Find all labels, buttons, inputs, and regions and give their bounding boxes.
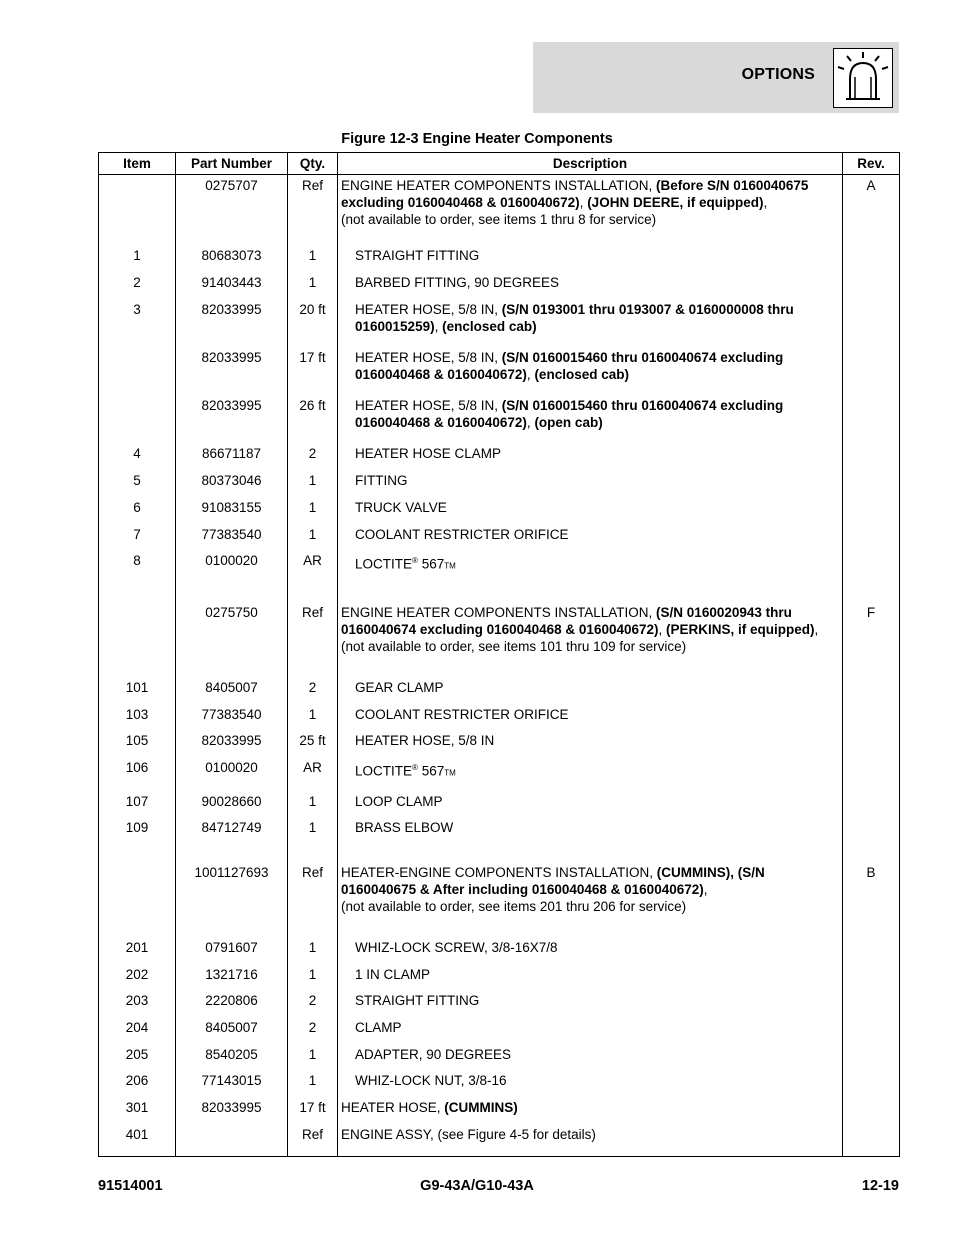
description-cell <box>338 272 843 299</box>
table-row <box>99 550 900 584</box>
item-cell: 109 <box>99 817 176 844</box>
table-row <box>99 757 900 791</box>
table-row <box>99 524 900 551</box>
qty-cell: 2 <box>288 1017 338 1044</box>
beacon-light-icon <box>833 48 893 108</box>
rev-cell <box>843 347 900 395</box>
figure-title: Figure 12-3 Engine Heater Components <box>341 131 613 147</box>
part-number-cell: 0275750 <box>176 584 288 677</box>
description-text: , <box>814 622 819 637</box>
rev-cell <box>843 272 900 299</box>
description-text: , <box>526 366 535 382</box>
description-text: HEATER-ENGINE COMPONENTS INSTALLATION, <box>341 865 657 881</box>
item-cell: 103 <box>99 704 176 731</box>
description-text: , <box>658 622 667 637</box>
table-row <box>99 677 900 704</box>
description-text: (S/N 0160015460 thru 0160040674 excluding 0160040468 & 0160040672) <box>355 398 784 431</box>
rev-cell <box>843 704 900 731</box>
part-number-cell: 82033995 <box>176 395 288 443</box>
qty-cell: 20 ft <box>288 299 338 347</box>
item-cell <box>99 395 176 443</box>
part-number-cell: 80373046 <box>176 470 288 497</box>
part-number-cell: 1321716 <box>176 964 288 991</box>
item-cell: 7 <box>99 524 176 551</box>
description-cell <box>338 299 843 347</box>
section-label: OPTIONS <box>741 66 815 83</box>
description-text: LOCTITE <box>355 763 413 779</box>
table-row <box>99 272 900 299</box>
qty-cell: 1 <box>288 497 338 524</box>
item-cell: 202 <box>99 964 176 991</box>
table-header-row <box>99 153 900 175</box>
item-cell: 204 <box>99 1017 176 1044</box>
description-cell <box>338 1070 843 1097</box>
qty-cell: Ref <box>288 175 338 246</box>
item-cell <box>99 347 176 395</box>
description-cell <box>338 497 843 524</box>
rev-cell <box>843 245 900 272</box>
qty-cell: 1 <box>288 937 338 964</box>
description-text: (S/N 0160020943 thru 0160040674 excluding 0160040468 & 0160040672) <box>341 605 792 637</box>
description-text: (S/N 0193001 thru 0193007 & 0160000008 thru 0160015259) <box>355 301 794 334</box>
description-text: BRASS ELBOW <box>355 820 454 836</box>
description-text: (open cab) <box>534 415 603 431</box>
qty-cell: 1 <box>288 791 338 818</box>
description-text: ENGINE HEATER COMPONENTS INSTALLATION, <box>341 178 657 193</box>
rev-cell <box>843 395 900 443</box>
description-text: LOCTITE <box>355 556 413 572</box>
description-cell <box>338 730 843 757</box>
rev-cell <box>843 964 900 991</box>
column-header-item: Item <box>99 153 176 175</box>
description-text: STRAIGHT FITTING <box>355 993 480 1009</box>
part-number-cell: 80683073 <box>176 245 288 272</box>
rev-cell: F <box>843 584 900 677</box>
part-number-cell: 82033995 <box>176 1097 288 1124</box>
description-cell <box>338 245 843 272</box>
column-header-part-number: Part Number <box>176 153 288 175</box>
description-cell <box>338 584 843 677</box>
description-text: BARBED FITTING, 90 DEGREES <box>355 274 560 290</box>
empty-cell <box>99 1151 176 1157</box>
description-cell <box>338 1124 843 1151</box>
description-cell <box>338 817 843 844</box>
item-cell: 203 <box>99 990 176 1017</box>
table-row <box>99 299 900 347</box>
description-text: , <box>703 882 708 898</box>
item-cell: 2 <box>99 272 176 299</box>
qty-cell: 26 ft <box>288 395 338 443</box>
description-cell <box>338 677 843 704</box>
item-cell: 401 <box>99 1124 176 1151</box>
rev-cell <box>843 1124 900 1151</box>
item-cell: 1 <box>99 245 176 272</box>
table-row <box>99 245 900 272</box>
part-number-cell: 77143015 <box>176 1070 288 1097</box>
rev-cell <box>843 791 900 818</box>
part-number-cell: 0100020 <box>176 757 288 791</box>
rev-cell <box>843 1017 900 1044</box>
loctite-number: 567 <box>421 763 445 779</box>
description-cell <box>338 1097 843 1124</box>
part-number-cell: 1001127693 <box>176 844 288 937</box>
table-row <box>99 730 900 757</box>
description-text: (enclosed cab) <box>534 366 629 382</box>
table-row <box>99 470 900 497</box>
item-cell: 201 <box>99 937 176 964</box>
filler-row <box>99 1151 900 1157</box>
table-row <box>99 964 900 991</box>
item-cell <box>99 584 176 677</box>
description-cell <box>338 791 843 818</box>
description-text: , <box>526 415 535 431</box>
description-cell <box>338 470 843 497</box>
rev-cell: B <box>843 844 900 937</box>
item-cell <box>99 844 176 937</box>
qty-cell: Ref <box>288 844 338 937</box>
qty-cell: 17 ft <box>288 1097 338 1124</box>
rev-cell: A <box>843 175 900 246</box>
table-row <box>99 1097 900 1124</box>
rev-cell <box>843 677 900 704</box>
table-row <box>99 817 900 844</box>
rev-cell <box>843 1044 900 1071</box>
qty-cell: 2 <box>288 990 338 1017</box>
table-row <box>99 584 900 677</box>
qty-cell: 2 <box>288 677 338 704</box>
part-number-cell: 82033995 <box>176 347 288 395</box>
part-number-cell: 2220806 <box>176 990 288 1017</box>
description-text: HEATER HOSE, <box>341 1100 445 1116</box>
rev-cell <box>843 937 900 964</box>
qty-cell: 1 <box>288 1044 338 1071</box>
service-note: (not available to order, see items 1 thru 8 for service) <box>341 212 657 227</box>
table-row <box>99 175 900 246</box>
part-number-cell: 0100020 <box>176 550 288 584</box>
description-cell <box>338 347 843 395</box>
description-text: (Before S/N 0160040675 excluding 0160040468 & 0160040672) <box>341 178 809 210</box>
qty-cell: 2 <box>288 443 338 470</box>
rev-cell <box>843 497 900 524</box>
description-text: , <box>579 195 588 210</box>
trademark-mark: TM <box>444 768 456 778</box>
description-text: (PERKINS, if equipped) <box>666 622 815 637</box>
description-cell <box>338 757 843 791</box>
part-number-cell: 86671187 <box>176 443 288 470</box>
part-number-cell: 0791607 <box>176 937 288 964</box>
item-cell: 101 <box>99 677 176 704</box>
part-number-cell: 82033995 <box>176 730 288 757</box>
description-text: WHIZ-LOCK SCREW, 3/8-16X7/8 <box>355 939 558 955</box>
empty-cell <box>338 1151 843 1157</box>
footer-page-number: 12-19 <box>861 1178 899 1194</box>
description-cell <box>338 844 843 937</box>
description-cell <box>338 443 843 470</box>
rev-cell <box>843 470 900 497</box>
qty-cell: 1 <box>288 817 338 844</box>
service-note: (not available to order, see items 201 thru 206 for service) <box>341 899 687 915</box>
rev-cell <box>843 550 900 584</box>
description-text: COOLANT RESTRICTER ORIFICE <box>355 526 569 542</box>
description-text: HEATER HOSE, 5/8 IN, <box>355 349 502 365</box>
item-cell: 6 <box>99 497 176 524</box>
footer-doc-number: 91514001 <box>98 1178 163 1194</box>
description-text: (CUMMINS) <box>444 1100 518 1116</box>
description-text: HEATER HOSE CLAMP <box>355 446 502 462</box>
qty-cell: Ref <box>288 584 338 677</box>
table-row <box>99 844 900 937</box>
description-cell <box>338 964 843 991</box>
table-row <box>99 1044 900 1071</box>
item-cell: 107 <box>99 791 176 818</box>
description-cell <box>338 550 843 584</box>
table-row <box>99 347 900 395</box>
description-text: HEATER HOSE, 5/8 IN <box>355 733 495 749</box>
part-number-cell: 77383540 <box>176 704 288 731</box>
registered-mark: ® <box>412 762 418 772</box>
description-text: WHIZ-LOCK NUT, 3/8-16 <box>355 1073 507 1089</box>
description-cell <box>338 524 843 551</box>
part-number-cell: 8405007 <box>176 677 288 704</box>
description-cell <box>338 1044 843 1071</box>
item-cell: 205 <box>99 1044 176 1071</box>
part-number-cell: 84712749 <box>176 817 288 844</box>
table-body <box>99 175 900 1157</box>
table-row <box>99 1017 900 1044</box>
qty-cell: 25 ft <box>288 730 338 757</box>
part-number-cell: 8540205 <box>176 1044 288 1071</box>
part-number-cell: 91083155 <box>176 497 288 524</box>
trademark-mark: TM <box>444 561 456 571</box>
description-cell <box>338 395 843 443</box>
empty-cell <box>176 1151 288 1157</box>
table-row <box>99 791 900 818</box>
qty-cell: 1 <box>288 1070 338 1097</box>
rev-cell <box>843 299 900 347</box>
description-text: FITTING <box>355 473 408 489</box>
description-text: HEATER HOSE, 5/8 IN, <box>355 301 502 317</box>
service-note: (not available to order, see items 101 thru 109 for service) <box>341 639 687 654</box>
rev-cell <box>843 730 900 757</box>
table-row <box>99 443 900 470</box>
description-text: CLAMP <box>355 1020 402 1036</box>
parts-table <box>98 152 900 1157</box>
rev-cell <box>843 817 900 844</box>
description-text: (CUMMINS), (S/N 0160040675 & After including 0160040468 & 0160040672) <box>341 865 765 898</box>
qty-cell: 1 <box>288 524 338 551</box>
description-text: LOOP CLAMP <box>355 793 443 809</box>
description-text: ENGINE HEATER COMPONENTS INSTALLATION, <box>341 605 657 620</box>
item-cell: 301 <box>99 1097 176 1124</box>
column-header-description: Description <box>338 153 843 175</box>
description-text: , <box>434 318 443 334</box>
item-cell: 4 <box>99 443 176 470</box>
item-cell: 105 <box>99 730 176 757</box>
item-cell <box>99 175 176 246</box>
description-cell <box>338 1017 843 1044</box>
empty-cell <box>843 1151 900 1157</box>
description-cell <box>338 990 843 1017</box>
qty-cell: 1 <box>288 272 338 299</box>
qty-cell: Ref <box>288 1124 338 1151</box>
rev-cell <box>843 990 900 1017</box>
table-row <box>99 497 900 524</box>
description-cell <box>338 175 843 246</box>
description-cell <box>338 704 843 731</box>
qty-cell: AR <box>288 550 338 584</box>
table-row <box>99 1124 900 1151</box>
item-cell: 206 <box>99 1070 176 1097</box>
description-text: (enclosed cab) <box>442 318 537 334</box>
part-number-cell: 0275707 <box>176 175 288 246</box>
qty-cell: 1 <box>288 964 338 991</box>
qty-cell: 1 <box>288 470 338 497</box>
loctite-number: 567 <box>421 556 445 572</box>
empty-cell <box>288 1151 338 1157</box>
column-header-rev: Rev. <box>843 153 900 175</box>
qty-cell: 1 <box>288 704 338 731</box>
part-number-cell: 8405007 <box>176 1017 288 1044</box>
rev-cell <box>843 1097 900 1124</box>
registered-mark: ® <box>412 556 418 566</box>
footer-model: G9-43A/G10-43A <box>420 1178 534 1194</box>
description-text: COOLANT RESTRICTER ORIFICE <box>355 706 569 722</box>
item-cell: 106 <box>99 757 176 791</box>
description-text: (S/N 0160015460 thru 0160040674 excluding 0160040468 & 0160040672) <box>355 349 784 382</box>
description-text: ADAPTER, 90 DEGREES <box>355 1046 512 1062</box>
item-cell: 8 <box>99 550 176 584</box>
rev-cell <box>843 757 900 791</box>
column-header-qty: Qty. <box>288 153 338 175</box>
rev-cell <box>843 524 900 551</box>
item-cell: 5 <box>99 470 176 497</box>
part-number-cell <box>176 1124 288 1151</box>
part-number-cell: 77383540 <box>176 524 288 551</box>
part-number-cell: 91403443 <box>176 272 288 299</box>
table-row <box>99 1070 900 1097</box>
description-text: GEAR CLAMP <box>355 679 444 695</box>
description-text: , <box>763 195 768 210</box>
qty-cell: 17 ft <box>288 347 338 395</box>
table-row <box>99 704 900 731</box>
description-text: ENGINE ASSY, (see Figure 4-5 for details) <box>341 1126 596 1142</box>
description-text: (JOHN DEERE, if equipped) <box>587 195 764 210</box>
description-text: 1 IN CLAMP <box>355 966 431 982</box>
part-number-cell: 90028660 <box>176 791 288 818</box>
qty-cell: 1 <box>288 245 338 272</box>
rev-cell <box>843 443 900 470</box>
description-text: TRUCK VALVE <box>355 499 447 515</box>
description-text: HEATER HOSE, 5/8 IN, <box>355 398 502 414</box>
table-row <box>99 395 900 443</box>
part-number-cell: 82033995 <box>176 299 288 347</box>
description-text: STRAIGHT FITTING <box>355 248 480 264</box>
qty-cell: AR <box>288 757 338 791</box>
item-cell: 3 <box>99 299 176 347</box>
table-row <box>99 990 900 1017</box>
section-tab <box>533 42 899 113</box>
rev-cell <box>843 1070 900 1097</box>
table-row <box>99 937 900 964</box>
description-cell <box>338 937 843 964</box>
